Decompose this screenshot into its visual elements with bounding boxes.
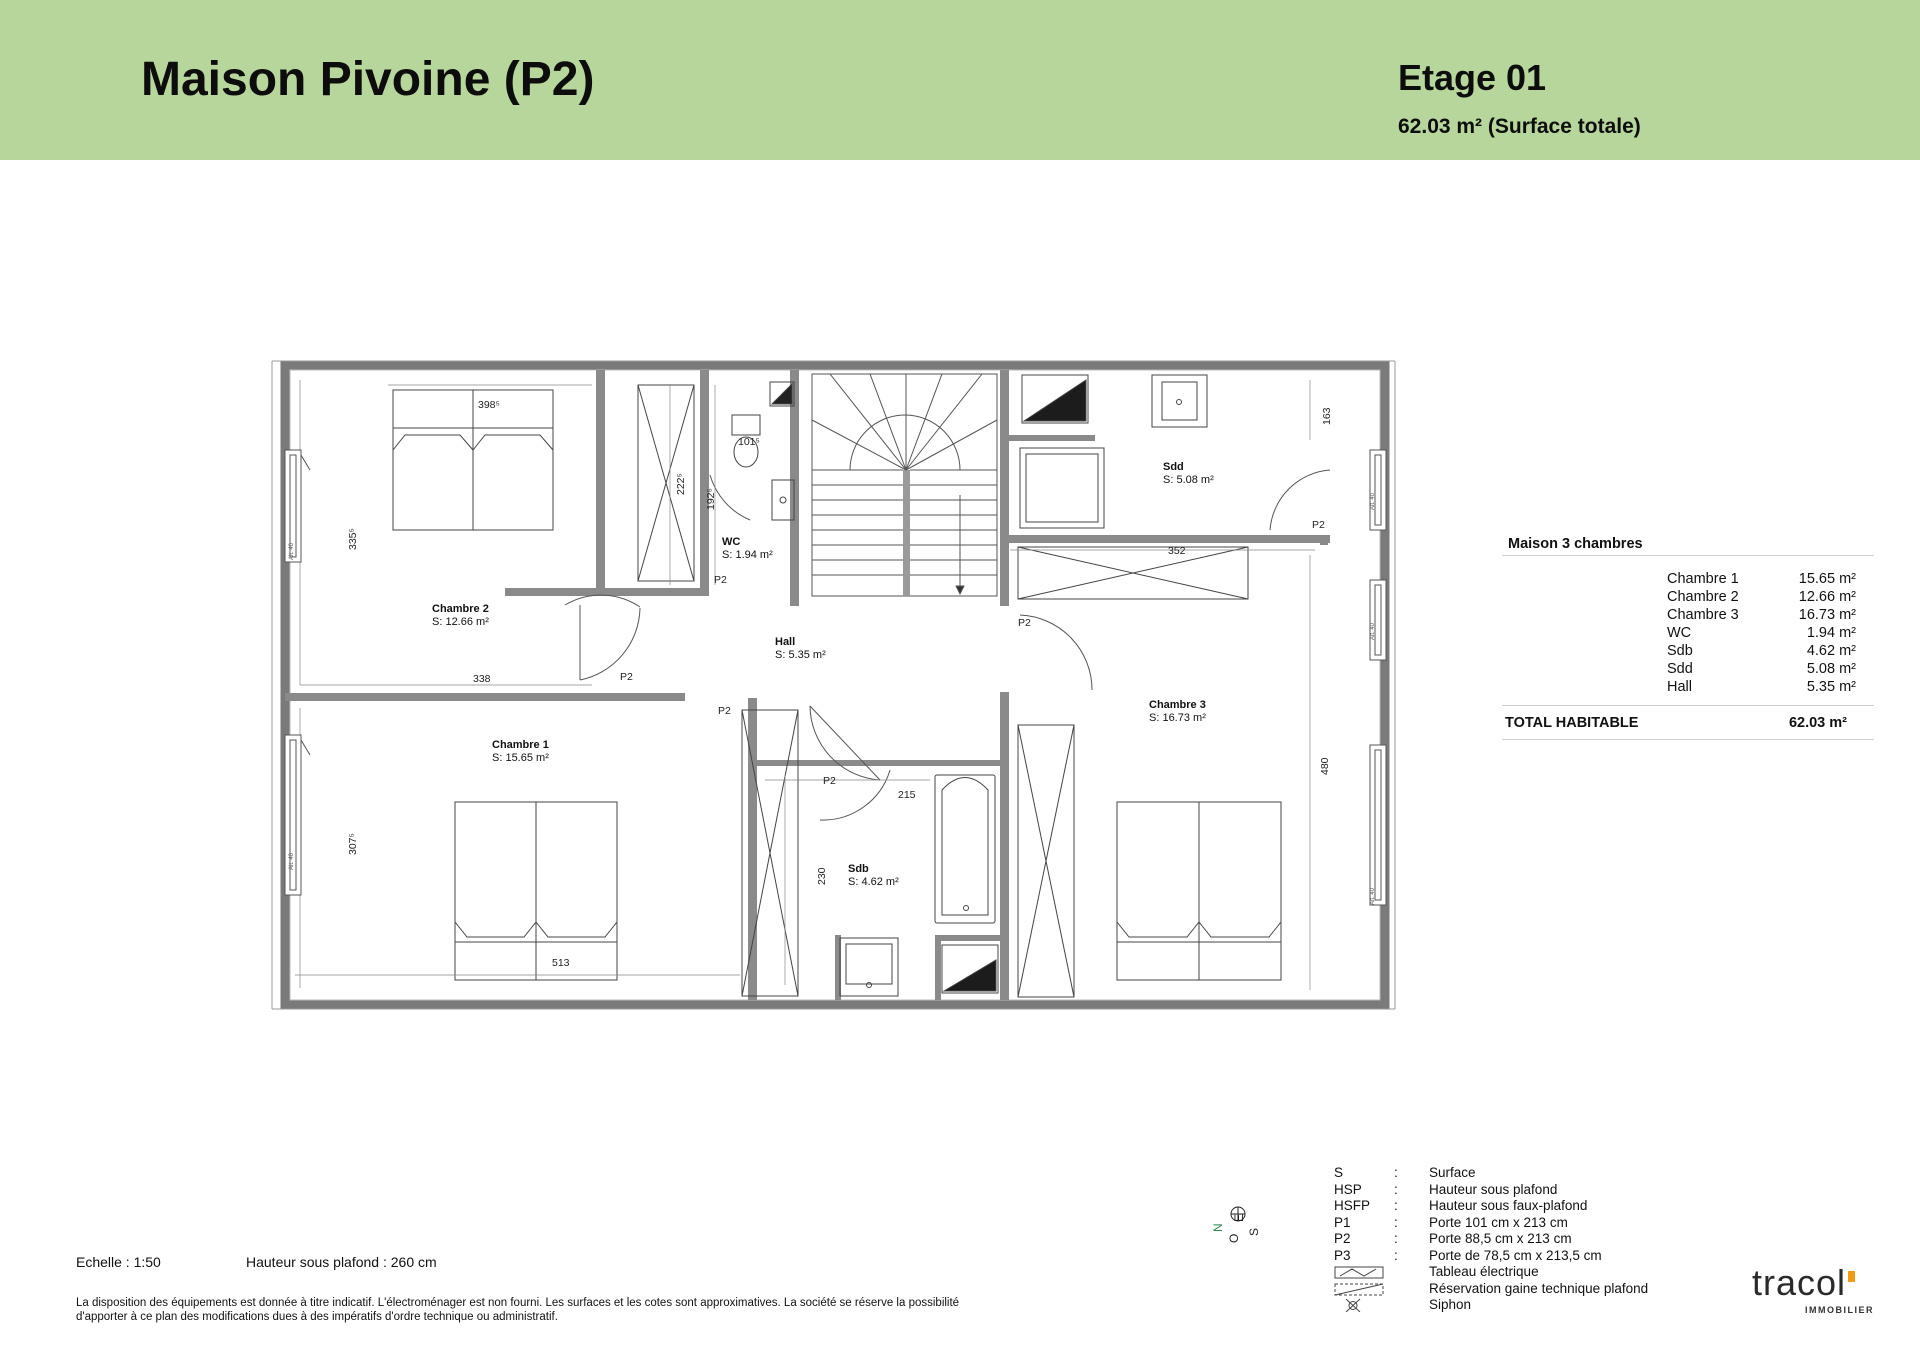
summary-total-row <box>1502 706 1874 740</box>
compass-o: O <box>1227 1233 1241 1243</box>
summary-row: Chambre 1 15.65 m² <box>1667 571 1856 587</box>
dim-label: 352 <box>1168 545 1186 557</box>
room-name-chambre1: Chambre 1 <box>492 739 549 751</box>
legend-row: Tableau électrique <box>1334 1264 1734 1281</box>
room-name-chambre2: Chambre 2 <box>432 603 489 615</box>
room-name-sdb: Sdb <box>848 863 869 875</box>
wardrobe-chambre3 <box>1018 725 1074 997</box>
bed-chambre3 <box>1117 802 1281 980</box>
compass-s: S <box>1247 1227 1261 1236</box>
dim-label: 163 <box>1321 407 1333 425</box>
wc-fixtures <box>732 382 794 520</box>
summary-rows <box>1502 556 1874 706</box>
bed-chambre1 <box>455 802 617 980</box>
room-surface-wc: S: 1.94 m² <box>722 549 773 561</box>
tableau-icon <box>1334 1266 1384 1279</box>
total-value: 62.03 m² <box>1788 715 1847 731</box>
legend-row: P3 : Porte de 78,5 cm x 213,5 cm <box>1334 1247 1602 1263</box>
window-alt-label: Alt. 40 <box>289 542 295 560</box>
summary-row: Hall 5.35 m² <box>1667 679 1856 695</box>
room-surface-chambre2: S: 12.66 m² <box>432 616 489 628</box>
tracol-logo <box>1752 1262 1878 1315</box>
legend-row: Réservation gaine technique plafond <box>1334 1281 1734 1298</box>
dim-label: 398⁵ <box>478 399 500 411</box>
room-surface-chambre3: S: 16.73 m² <box>1149 712 1206 724</box>
staircase <box>812 374 997 596</box>
dimension-lines <box>295 380 1315 990</box>
compass-e: E <box>1232 1213 1246 1222</box>
surface-summary-table <box>1502 532 1874 740</box>
window-alt-label: Alt. 40 <box>1370 622 1376 640</box>
window-alt-label: Alt. 40 <box>1370 492 1376 510</box>
door-label-sdd: P2 <box>1312 519 1325 531</box>
bed-chambre2 <box>393 390 553 530</box>
sdd-fixtures <box>1020 375 1207 528</box>
window-left-bottom <box>285 735 310 895</box>
wardrobe-hall-sdd <box>1018 547 1248 599</box>
room-name-hall: Hall <box>775 636 796 648</box>
door-label-sdb: P2 <box>823 775 836 787</box>
room-name-wc: WC <box>722 536 741 548</box>
door-label-chambre2: P2 <box>620 671 633 683</box>
door-label-chambre1: P2 <box>718 705 731 717</box>
dim-label: 335⁵ <box>347 528 359 550</box>
dim-label: 338 <box>473 673 491 685</box>
window-alt-label: Alt. 40 <box>1370 887 1376 905</box>
dim-label: 480 <box>1319 757 1331 775</box>
legend <box>1334 1165 1734 1314</box>
dim-label: 101⁵ <box>738 436 760 448</box>
compass-icon <box>1210 1200 1270 1280</box>
door-label-wc: P2 <box>714 574 727 586</box>
summary-row: Sdd 5.08 m² <box>1667 661 1856 677</box>
page-title: Maison Pivoine (P2) <box>141 53 595 106</box>
legend-row: P2 : Porte 88,5 cm x 213 cm <box>1334 1231 1572 1246</box>
room-surface-sdd: S: 5.08 m² <box>1163 474 1214 486</box>
legend-row: S : Surface <box>1334 1165 1476 1180</box>
room-name-chambre3: Chambre 3 <box>1149 699 1206 711</box>
disclaimer <box>76 1296 1066 1324</box>
summary-row: Chambre 3 16.73 m² <box>1667 607 1856 623</box>
legend-row: Siphon <box>1334 1297 1734 1314</box>
window-right-2 <box>1370 580 1386 660</box>
compass-n: N <box>1211 1223 1225 1232</box>
legend-row: HSP : Hauteur sous plafond <box>1334 1181 1558 1197</box>
header-band <box>0 0 1920 160</box>
summary-row: Chambre 2 12.66 m² <box>1667 589 1856 605</box>
scale-label: Echelle : 1:50 <box>76 1254 161 1270</box>
floor-title: Etage 01 <box>1398 57 1547 98</box>
total-label: TOTAL HABITABLE <box>1505 715 1639 731</box>
dim-label: 192⁵ <box>705 488 717 510</box>
legend-row: P1 : Porte 101 cm x 213 cm <box>1334 1214 1568 1230</box>
legend-row: HSFP : Hauteur sous faux-plafond <box>1334 1198 1588 1213</box>
dim-label: 513 <box>552 957 570 969</box>
room-surface-chambre1: S: 15.65 m² <box>492 752 549 764</box>
floor-plan <box>270 360 1400 1020</box>
dim-label: 222⁵ <box>675 473 687 495</box>
window-right-1 <box>1370 450 1386 530</box>
summary-row: WC 1.94 m² <box>1667 625 1856 641</box>
summary-title: Maison 3 chambres <box>1502 532 1874 556</box>
dim-label: 230 <box>816 867 828 885</box>
logo-wordmark: tracol <box>1752 1265 1878 1301</box>
disclaimer-line: d'apporter à ce plan des modifications dues à des impératifs d'ordre technique ou administratif. <box>76 1311 558 1323</box>
dim-label: 215 <box>898 789 916 801</box>
ceiling-height-label: Hauteur sous plafond : 260 cm <box>246 1254 437 1270</box>
floor-total-surface: 62.03 m² (Surface totale) <box>1398 115 1641 138</box>
window-right-3 <box>1370 745 1386 905</box>
disclaimer-line: La disposition des équipements est donnée à titre indicatif. L'électroménager est non fourni. Les surfaces et les cotes sont approximatives. La société se réserve la possibilité <box>76 1297 960 1309</box>
siphon-icon <box>1334 1299 1384 1312</box>
doors <box>565 470 1330 820</box>
summary-row: Sdb 4.62 m² <box>1667 643 1856 659</box>
room-surface-sdb: S: 4.62 m² <box>848 876 899 888</box>
logo-subtitle: IMMOBILIER <box>1805 1305 1874 1315</box>
gaine-icon <box>1334 1283 1384 1296</box>
dim-label: 307⁵ <box>347 833 359 855</box>
room-name-sdd: Sdd <box>1163 461 1184 473</box>
window-alt-label: Alt. 40 <box>289 852 295 870</box>
room-surface-hall: S: 5.35 m² <box>775 649 826 661</box>
logo-accent <box>1848 1271 1855 1282</box>
door-label-chambre3: P2 <box>1018 617 1031 629</box>
